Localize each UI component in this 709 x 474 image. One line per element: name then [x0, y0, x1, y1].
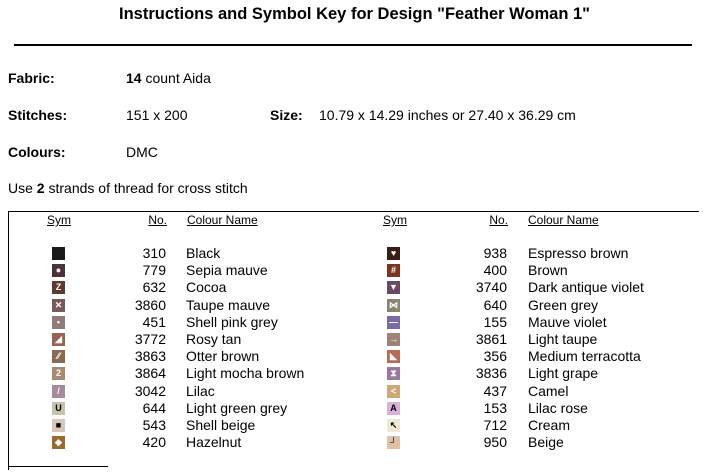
strands-count: 2	[36, 180, 45, 196]
stitch-symbol-icon: Z	[52, 281, 65, 294]
stitch-symbol-icon: ◆	[52, 436, 65, 449]
fabric-type: count Aida	[141, 70, 211, 86]
stitch-symbol-icon: /	[52, 385, 65, 398]
page-title: Instructions and Symbol Key for Design "Feather Woman 1"	[118, 5, 590, 23]
colour-name: Brown	[528, 262, 568, 279]
stitch-symbol-icon: →	[389, 334, 398, 344]
colour-name: Lilac rose	[528, 399, 588, 416]
colour-name: Green grey	[528, 296, 599, 313]
strands-note	[8, 180, 248, 196]
stitch-symbol-icon: ◢	[52, 333, 65, 346]
colour-name: Taupe mauve	[186, 296, 271, 313]
stitch-symbol-icon: —	[389, 316, 398, 327]
colour-name: Black	[186, 245, 221, 261]
colour-name: Cream	[528, 417, 571, 433]
left-no-header: No.	[148, 213, 167, 227]
fabric-count: 14	[126, 70, 142, 86]
colour-name: Hazelnut	[186, 434, 242, 451]
dmc-number: 310	[142, 245, 166, 261]
stitch-symbol-icon: U	[52, 402, 65, 415]
right-name-header: Colour Name	[528, 213, 599, 227]
size-value: 10.79 x 14.29 inches or 27.40 x 36.29 cm	[319, 107, 576, 123]
stitch-symbol-icon: ■	[52, 419, 65, 432]
stitch-symbol-icon: #	[387, 264, 400, 277]
dmc-number: 3863	[134, 348, 166, 365]
colour-name: Rosy tan	[186, 331, 242, 347]
dmc-number: 640	[483, 296, 507, 313]
colours-label: Colours:	[8, 144, 66, 160]
title-divider	[14, 44, 692, 46]
colour-name: Light green grey	[186, 399, 288, 416]
dmc-number: 779	[142, 262, 166, 279]
stitch-symbol-icon: ▼	[387, 281, 400, 294]
dmc-number: 153	[483, 399, 507, 416]
colour-name: Mauve violet	[528, 313, 607, 330]
dmc-number: 543	[142, 417, 166, 433]
stitch-symbol-icon: ↖	[387, 419, 400, 432]
dmc-number: 356	[483, 348, 507, 365]
colour-name: Espresso brown	[528, 245, 629, 261]
dmc-number: 3860	[134, 296, 166, 313]
stitches-value: 151 x 200	[126, 107, 188, 123]
stitch-symbol-icon: ●	[52, 264, 65, 277]
colour-name: Sepia mauve	[186, 262, 268, 279]
dmc-number: 3836	[475, 365, 507, 382]
stitch-symbol-icon: ♥	[387, 247, 400, 260]
dmc-number: 3772	[134, 331, 166, 347]
stitches-label: Stitches:	[8, 107, 68, 123]
stitch-symbol-icon: ┘	[387, 436, 400, 449]
dmc-number: 938	[483, 245, 507, 261]
colour-name: Cocoa	[186, 279, 227, 296]
dmc-number: 400	[483, 262, 507, 279]
colour-name: Light grape	[528, 365, 599, 382]
dmc-number: 3861	[475, 331, 507, 347]
fabric-label: Fabric:	[8, 70, 55, 86]
colour-name: Light mocha brown	[186, 365, 305, 382]
colours-value: DMC	[126, 144, 158, 160]
stitch-symbol-icon: ◣	[387, 350, 400, 363]
left-name-header: Colour Name	[187, 213, 258, 227]
colour-name: Otter brown	[186, 348, 260, 365]
right-sym-header: Sym	[383, 213, 407, 227]
colour-name: Light taupe	[528, 331, 598, 347]
stitch-symbol-icon: ⁄⁄	[52, 350, 65, 363]
size-label: Size:	[270, 107, 303, 123]
stitch-symbol-icon: ⋈	[389, 299, 398, 310]
stitch-symbol-icon: 2	[52, 367, 65, 380]
stitch-symbol-icon: ✕	[52, 299, 65, 312]
colour-name: Shell beige	[186, 417, 256, 433]
colour-name: Camel	[528, 382, 569, 399]
dmc-number: 3740	[475, 279, 507, 296]
left-sym-header: Sym	[47, 213, 71, 227]
dmc-number: 451	[142, 313, 166, 330]
colour-name: Shell pink grey	[186, 313, 278, 330]
dmc-number: 712	[483, 417, 507, 433]
dmc-number: 3042	[134, 382, 166, 399]
colour-name: Medium terracotta	[528, 348, 641, 365]
colour-name: Lilac	[186, 382, 215, 399]
stitch-symbol-icon: •	[52, 316, 65, 329]
right-no-header: No.	[489, 213, 508, 227]
dmc-number: 420	[142, 434, 166, 451]
colour-name: Beige	[528, 434, 564, 451]
stitch-symbol-icon: <	[387, 385, 400, 398]
dmc-number: 3864	[134, 365, 166, 382]
stitch-symbol-icon: A	[387, 402, 400, 415]
dmc-number: 632	[142, 279, 166, 296]
stitch-symbol-icon	[52, 247, 65, 260]
strands-prefix: Use	[8, 180, 37, 196]
dmc-number: 950	[483, 434, 507, 451]
dmc-number: 437	[483, 382, 507, 399]
strands-suffix: strands of thread for cross stitch	[44, 180, 248, 196]
bottom-divider	[8, 466, 108, 467]
dmc-number: 155	[483, 313, 507, 330]
colour-name: Dark antique violet	[528, 279, 644, 296]
fabric-value	[126, 70, 211, 86]
dmc-number: 644	[142, 399, 166, 416]
stitch-symbol-icon: ⧗	[387, 367, 400, 380]
